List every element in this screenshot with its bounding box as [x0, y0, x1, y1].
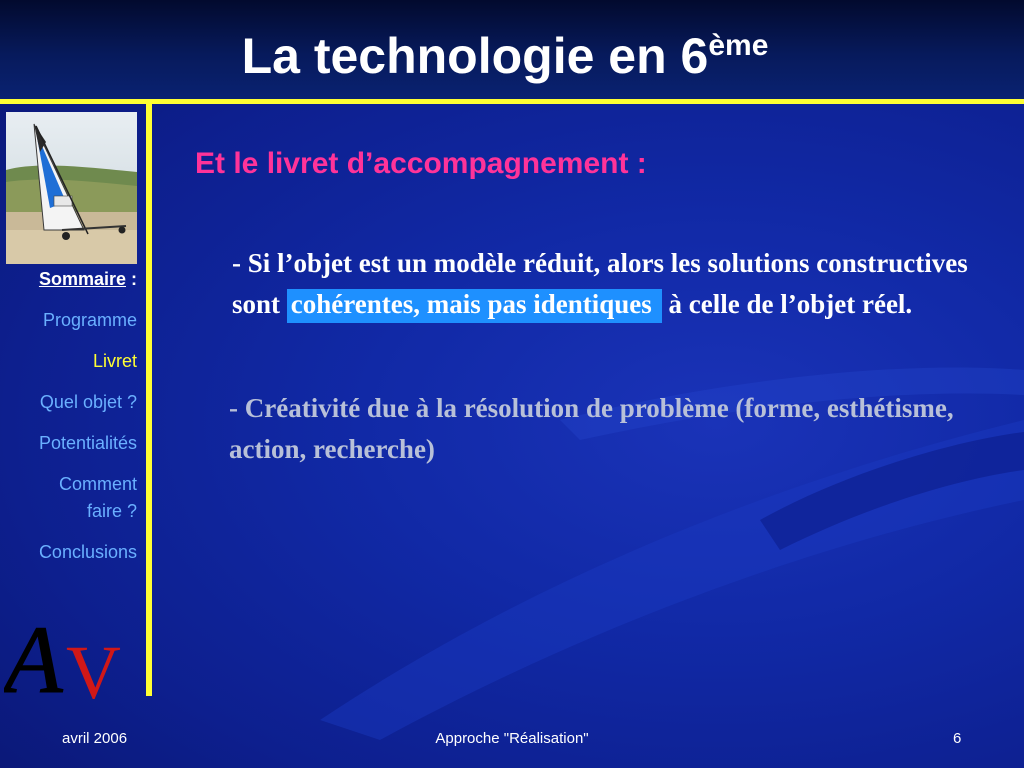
sidebar-item-livret[interactable]: Livret [92, 351, 137, 371]
land-yacht-photo [6, 112, 137, 264]
bullet1-text-after: à celle de l’objet réel. [661, 289, 913, 319]
sommaire-link[interactable]: Sommaire [38, 269, 126, 289]
slide-title-main: La technologie en 6 [241, 28, 709, 84]
logo-letter-v: V [66, 631, 121, 702]
logo-letter-a: A [4, 606, 63, 702]
sommaire-colon: : [126, 269, 137, 289]
sidebar-sommaire[interactable] [0, 266, 137, 293]
bullet-creativite: - Créativité due à la résolution de problème (forme, esthétisme, action, recherche) [229, 393, 954, 464]
av-logo [4, 604, 140, 702]
slide-title-superscript: ème [708, 29, 769, 62]
sidebar-divider [146, 99, 152, 696]
section-subtitle: Et le livret d’accompagnement : [195, 147, 647, 180]
sidebar-item-programme[interactable]: Programme [42, 310, 137, 330]
header-divider [0, 99, 1024, 104]
bullet1-highlight: cohérentes, mais pas identiques [287, 289, 662, 323]
footer-date: avril 2006 [62, 730, 128, 747]
slide-title [0, 26, 1010, 94]
footer-title: Approche "Réalisation" [435, 730, 589, 747]
bullet1-text-before: - Si l’objet est un modèle réduit, alors les solutions constructives sont [232, 248, 968, 319]
sidebar-item-conclusions[interactable]: Conclusions [38, 542, 137, 562]
sidebar-item-comment-faire[interactable]: Comment faire ? [58, 474, 137, 521]
sidebar-item-potentialites[interactable]: Potentialités [38, 433, 137, 453]
footer-page-number: 6 [953, 730, 962, 747]
bullet-modele-reduit [232, 243, 992, 325]
sidebar-item-quel-objet[interactable]: Quel objet ? [39, 392, 137, 412]
